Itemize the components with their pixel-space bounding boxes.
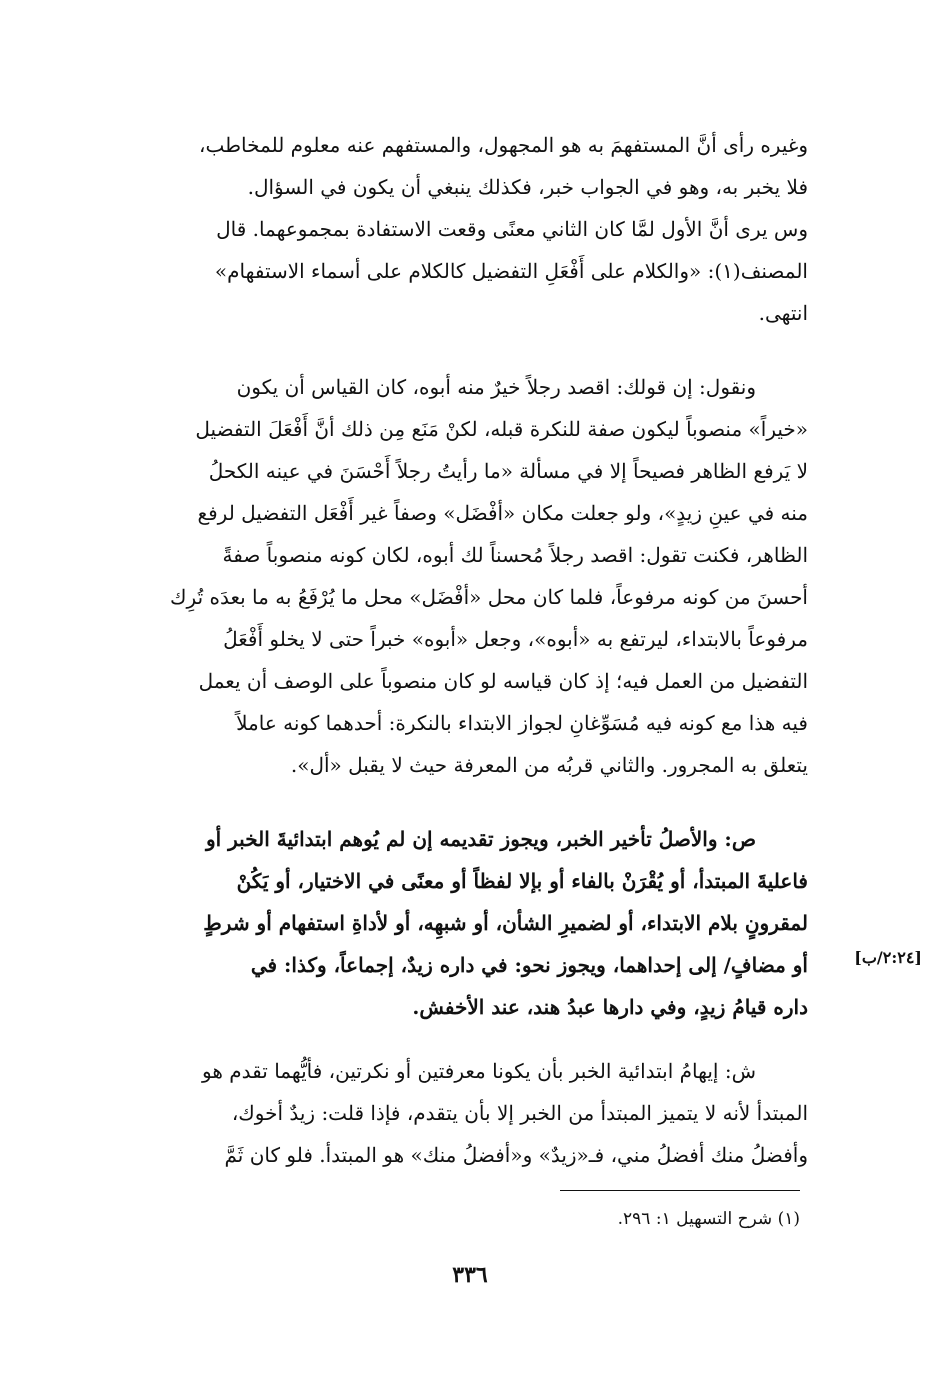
text-line: وس يرى أنَّ الأول لمَّا كان الثاني معنًى وقعت الاستفادة بمجموعهما. قال (216, 217, 808, 241)
text-line: المصنف(١): «والكلام على أَفْعَلِ التفضيل كالكلام على أسماء الاستفهام» (214, 259, 808, 283)
text-line: ش: إيهامُ ابتدائية الخبر بأن يكونا معرفتين أو نكرتين، فأيُّهما تقدم هو (202, 1059, 756, 1083)
page-number: ٣٣٦ (452, 1262, 488, 1288)
text-line: وأفضلُ منك أفضلُ مني، فـ«زيدٌ» و«أفضلُ منك» هو المبتدأ. فلو كان ثَمَّ (224, 1143, 808, 1167)
text-line: يتعلق به المجرور. والثاني قربُه من المعرفة حيث لا يقبل «أل». (290, 753, 808, 777)
text-line: ونقول: إن قولك: اقصد رجلاً خيرٌ منه أبوه، كان القياس أن يكون (236, 375, 756, 399)
text-line: داره قيامُ زيدٍ، وفي دارها عبدُ هند، عند الأخفش. (412, 995, 808, 1019)
text-line: انتهى. (758, 301, 808, 325)
paragraph-4-sharh (90, 1050, 808, 1176)
text-line: المبتدأ لأنه لا يتميز المبتدأ من الخبر إلا بأن يتقدم، فإذا قلت: زيدٌ أخوك، (231, 1101, 808, 1125)
footnote-divider (560, 1190, 800, 1191)
text-line: وغيره رأى أنَّ المستفهمَ به هو المجهول، والمستفهم عنه معلوم للمخاطب، (199, 133, 808, 157)
footnote: (١) شرح التسهيل ١: ٢٩٦. (617, 1209, 800, 1229)
paragraph-2 (90, 366, 808, 786)
paragraph-3-matn (90, 818, 808, 1028)
text-line: الظاهر، فكنت تقول: اقصد رجلاً مُحسناً لك أبوه، لكان كونه منصوباً صفةً (222, 543, 808, 567)
manuscript-folio-note: [٢:٢٤/ب] (854, 948, 922, 967)
text-line: «خيراً» منصوباً ليكون صفة للنكرة قبله، لكنْ مَنَع مِن ذلك أنَّ أَفْعَلَ التفضيل (195, 417, 808, 441)
text-line: لمقرونٍ بلام الابتداء، أو لضميرِ الشأن، أو شبهِه، أو لأداةِ استفهام أو شرطٍ (203, 911, 808, 935)
text-line: أحسنَ من كونه مرفوعاً، فلما كان محل «أفْضَل» محل ما يُرْفَعُ به ما بعدَه تُرِك (170, 585, 808, 609)
text-line: منه في عينِ زيدٍ»، ولو جعلت مكان «أفْضَل» وصفاً غير أَفْعَل التفضيل لرفع (197, 501, 808, 525)
text-line: مرفوعاً بالابتداء، ليرتفع به «أبوه»، وجعل «أبوه» خبراً حتى لا يخلو أَفْعَلُ (223, 627, 808, 651)
text-line: فاعليةَ المبتدأ، أو يُقْرَنْ بالفاء أو بإلا لفظاً أو معنًى في الاختيار، أو يَكُنْ (236, 869, 808, 893)
text-line: أو مضافٍ/ إلى إحداهما، ويجوز نحو: في داره زيدٌ، إجماعاً، وكذا: في (250, 953, 808, 977)
text-line: ص: والأصلُ تأخير الخبر، ويجوز تقديمه إن لم يُوهم ابتدائيةَ الخبر أو (205, 827, 756, 851)
text-line: فلا يخبر به، وهو في الجواب خبر، فكذلك ينبغي أن يكون في السؤال. (247, 175, 808, 199)
text-line: التفضيل من العمل فيه؛ إذ كان قياسه لو كان منصوباً على الوصف أن يعمل (198, 669, 808, 693)
text-line: فيه هذا مع كونه فيه مُسَوِّغانِ لجواز الابتداء بالنكرة: أحدهما كونه عاملاً (236, 711, 808, 735)
text-line: لا يَرفع الظاهر فصيحاً إلا في مسألة «ما رأيتُ رجلاً أَحْسَنَ في عينه الكحلُ (208, 459, 808, 483)
paragraph-1 (90, 124, 808, 334)
